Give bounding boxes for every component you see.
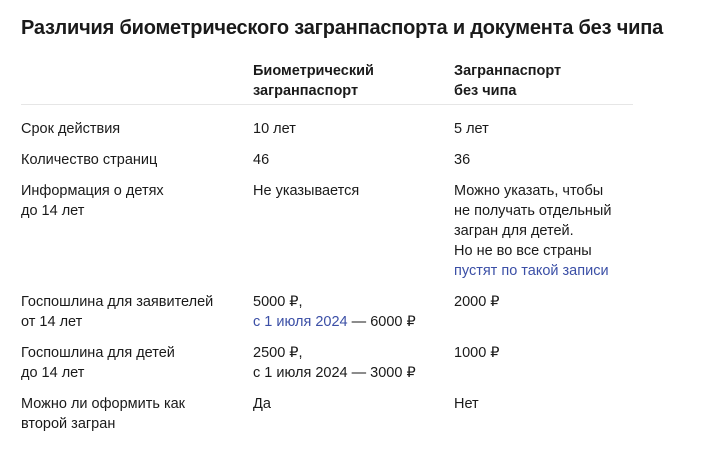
cell-text: 5 лет: [454, 121, 489, 137]
cell-text-with-link: [253, 312, 448, 332]
cell-text: не получать отдельный: [454, 203, 612, 219]
cell-text: с 1 июля 2024 — 3000 ₽: [253, 365, 416, 381]
cell-biometric: [253, 292, 448, 332]
cell-text: Можно указать, чтобы: [454, 183, 604, 199]
cell-text: загран для детей.: [454, 223, 574, 239]
cell-text: 46: [253, 152, 270, 168]
cell-no-chip: [454, 150, 644, 170]
column-header-biometric-line2: загранпаспорт: [253, 83, 359, 99]
cell-text: Нет: [454, 396, 479, 412]
cell-text: 2000 ₽: [454, 294, 500, 310]
page-title: Различия биометрического загранпаспорта и документа без чипа: [21, 17, 664, 39]
row-label: [21, 343, 236, 383]
row-label: [21, 150, 236, 170]
comparison-table: [21, 61, 633, 432]
cell-biometric: [253, 119, 448, 139]
row-label-line: Можно ли оформить как: [21, 396, 186, 412]
row-label-line: второй загран: [21, 416, 116, 432]
row-label-line: от 14 лет: [21, 314, 83, 330]
cell-no-chip: [454, 181, 644, 281]
cell-no-chip: [454, 292, 644, 312]
cell-no-chip: [454, 119, 644, 139]
cell-biometric: [253, 343, 448, 383]
cell-biometric: [253, 181, 448, 201]
cell-text: Да: [253, 396, 271, 412]
cell-text: 2500 ₽,: [253, 345, 303, 361]
table-header: [21, 61, 633, 105]
cell-no-chip: [454, 394, 644, 414]
cell-text: — 6000 ₽: [347, 314, 416, 330]
cell-text: Не указывается: [253, 183, 360, 199]
row-label-line: Госпошлина для заявителей: [21, 294, 214, 310]
cell-no-chip: [454, 343, 644, 363]
row-label-line: Информация о детях: [21, 183, 164, 199]
link-record-accepted[interactable]: пустят по такой записи: [454, 263, 609, 279]
column-header-biometric-line1: Биометрический: [253, 63, 374, 79]
row-label-line: до 14 лет: [21, 365, 85, 381]
row-label: [21, 292, 236, 332]
column-header-biometric: [253, 61, 433, 101]
row-label-line: до 14 лет: [21, 203, 85, 219]
row-label: [21, 119, 236, 139]
cell-text: 10 лет: [253, 121, 296, 137]
row-label-line: Госпошлина для детей: [21, 345, 175, 361]
row-label-line: Срок действия: [21, 121, 121, 137]
row-label: [21, 181, 236, 221]
column-header-no-chip-line2: без чипа: [454, 83, 517, 99]
cell-text: 1000 ₽: [454, 345, 500, 361]
cell-text: 5000 ₽,: [253, 294, 303, 310]
column-header-no-chip: [454, 61, 634, 101]
cell-biometric: [253, 394, 448, 414]
cell-text: Но не во все страны: [454, 243, 592, 259]
row-label: [21, 394, 236, 434]
link-fee-change-date[interactable]: с 1 июля 2024: [253, 314, 348, 330]
column-header-no-chip-line1: Загранпаспорт: [454, 63, 562, 79]
row-label-line: Количество страниц: [21, 152, 158, 168]
cell-text: 36: [454, 152, 471, 168]
cell-biometric: [253, 150, 448, 170]
